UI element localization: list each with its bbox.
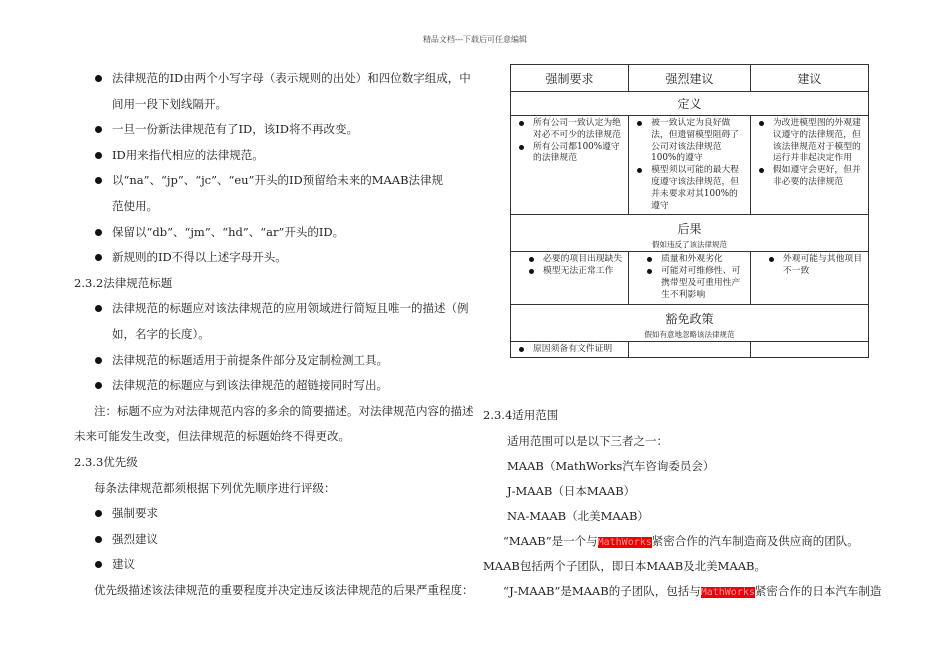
bullet-icon [95,152,102,159]
scope-maab: MAAB（MathWorks汽车咨询委员会） [507,459,715,473]
bullet-icon [647,257,652,262]
bullet-icon [759,121,764,126]
definition-cell-recommended [750,116,868,215]
section-heading: 2.3.2法律规范标题 [74,275,173,290]
bullet-icon [529,269,534,274]
bullet-icon [759,168,764,173]
bullet-icon [519,145,524,150]
bullet-icon [647,269,652,274]
list-item: 建议 [74,552,466,578]
bullet-icon [95,536,102,543]
list-item: 必要的项目出现缺失 [525,254,624,266]
list-item: 以“na”、“jp”、“jc”、“eu”开头的ID预留给未来的MAAB法律规 [74,168,466,194]
scope-namaab: NA-MAAB（北美MAAB） [507,509,649,523]
scope-jmaab: J-MAAB（日本MAAB） [507,484,636,498]
page-header: 精品文档---下载后可任意编辑 [422,35,528,44]
list-item: 为改进模型图的外观建议遵守的法律规范，但该法律规范对于模型的运行并非起决定作用 [755,118,864,165]
note-line: 注：标题不应为对法律规范内容的多余的简要描述。对法律规范内容的描述 [94,403,474,418]
section-consequence-title: 后果 [677,222,702,237]
definition-cell-mandatory [511,116,629,215]
bullet-icon [95,382,102,389]
left-column [74,66,474,603]
list-item: 法律规范的标题应与到该法律规范的超链接同时写出。 [74,373,466,399]
list-item: 所有公司一致认定为绝对必不可少的法律规范 [515,118,624,142]
section-exemption [511,304,869,341]
bullet-icon [95,126,102,133]
bullet-icon [519,347,524,352]
consequence-cell-recommended [750,252,868,304]
list-item: 模型无法正常工作 [525,266,624,278]
bullet-icon [95,177,102,184]
list-item: 法律规范的标题应对该法律规范的应用领域进行简短且唯一的描述（例 [74,296,466,322]
exemption-cell-mandatory [511,341,629,358]
bullet-icon [637,168,642,173]
exemption-cell-recommended [750,341,868,358]
list-item: 法律规范的标题适用于前提条件部分及定制检测工具。 [74,348,466,374]
list-item: 新规则的ID不得以上述字母开头。 [74,245,466,271]
section-exemption-title: 豁免政策 [665,311,714,326]
list-item: 可能对可维修性、可携带型及可重用性产生不利影响 [643,266,746,301]
highlighted-text: MathWorks [700,587,755,598]
section-consequence-subtitle: 假如违反了该法律规范 [652,240,727,250]
list-item: 模型须以可能的最大程度遵守该法律规范，但并未要求对其100%的遵守 [633,165,746,212]
highlighted-text: MathWorks [597,537,652,548]
paragraph: “J-MAAB”是MAAB的子团队，包括与MathWorks紧密合作的日本汽车制造 [503,584,882,598]
bullet-icon [95,254,102,261]
list-item: 假如遵守会更好，但并非必要的法律规范 [755,165,864,189]
list-item: 一旦一份新法律规范有了ID，该ID将不再改变。 [74,117,466,143]
list-item-continuation: 间用一段下划线隔开。 [112,96,227,111]
consequence-cell-mandatory [511,252,629,304]
list-item: 法律规范的ID由两个小写字母（表示规则的出处）和四位数字组成，中 [74,66,466,92]
exemption-cell-strong [629,341,751,358]
table-header-recommended: 建议 [750,65,868,92]
list-item: 保留以“db”、“jm”、“hd”、“ar”开头的ID。 [74,220,466,246]
list-item: 外观可能与其他项目不一致 [765,254,864,278]
paragraph: 优先级描述该法律规范的重要程度并决定违反该法律规范的后果严重程度： [94,582,474,597]
bullet-icon [95,305,102,312]
priority-table [510,64,869,358]
list-item-continuation: 范使用。 [112,198,158,213]
list-item: ID用来指代相应的法律规范。 [74,143,466,169]
bullet-icon [95,229,102,236]
bullet-icon [519,121,524,126]
section-heading: 2.3.4适用范围 [483,408,559,422]
list-item: 被一致认定为良好做法，但遗留模型阻碍了公司对该法律规范100%的遵守 [633,118,746,165]
list-item: 质量和外观劣化 [643,254,746,266]
paragraph: 每条法律规范都须根据下列优先顺序进行评级： [94,480,336,495]
section-heading: 2.3.3优先级 [74,454,138,469]
list-item: 强烈建议 [74,527,466,553]
list-item: 所有公司都100%遵守的法律规范 [515,142,624,166]
bullet-icon [637,121,642,126]
table-header-strong: 强烈建议 [629,65,751,92]
paragraph: 适用范围可以是以下三者之一： [507,434,668,448]
list-item: 原因须备有文件证明 [515,344,624,356]
bullet-icon [95,510,102,517]
section-exemption-subtitle: 假如有意地忽略该法律规范 [644,329,735,339]
list-item-continuation: 如，名字的长度）。 [112,326,210,341]
bullet-icon [95,75,102,82]
bullet-icon [529,257,534,262]
section-definition-title: 定义 [511,92,869,116]
note-line: 未来可能发生改变，但法律规范的标题始终不得更改。 [74,429,350,444]
paragraph: “MAAB”是一个与MathWorks紧密合作的汽车制造商及供应商的团队。 [503,534,859,548]
table-header-mandatory: 强制要求 [511,65,629,92]
bullet-icon [95,357,102,364]
bullet-icon [95,561,102,568]
section-consequence [511,215,869,252]
list-item: 强制要求 [74,501,466,527]
paragraph: MAAB包括两个子团队，即日本MAAB及北美MAAB。 [483,559,767,573]
definition-cell-strong [629,116,751,215]
consequence-cell-strong [629,252,751,304]
bullet-icon [769,257,774,262]
